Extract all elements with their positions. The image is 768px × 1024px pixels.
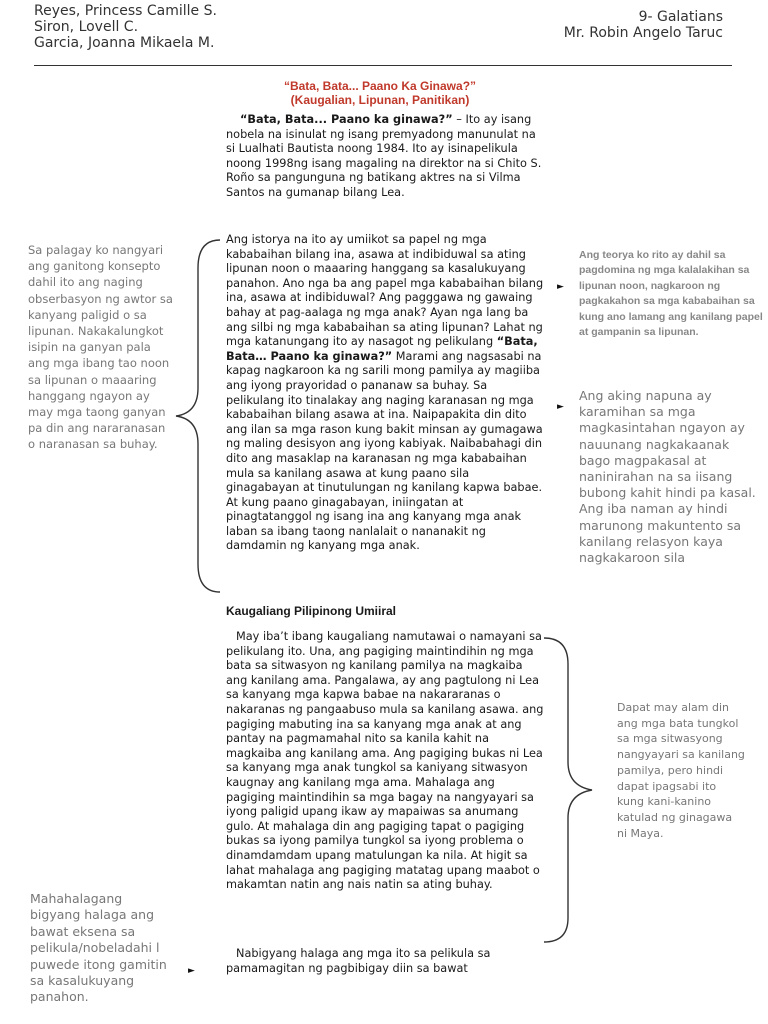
story-text: Ang istorya na ito ay umiikot sa papel ng mga kababaihan bilang ina, asawa at indibiduwal sa ating lipunan noon o maaaring hanggang sa kasalukuyang panahon. Ano nga ba ang papel mga kababaihan bilang ina, asawa at indibiduwal? Ang pagggawa ng gawaing bahay at pag-aalaga ng mga anak? Ayan nga lang ba ang silbi ng mga kababaihan sa ating lipunan? Lahat ng mga katanungang ito ay nasagot ng pelikulang bbox=[226, 233, 544, 349]
author-name: Reyes, Princess Camille S. bbox=[34, 3, 217, 19]
right-comment-lower: Dapat may alam din ang mga bata tungkol sa mga sitwasyong nangyayari sa kanilang pamilya, pero hindi dapat ipagsabi ito kung kani-kanino katulad ng ginagawa ni Maya. bbox=[617, 701, 745, 840]
class-info bbox=[564, 9, 723, 41]
left-brace-icon bbox=[168, 238, 228, 598]
right-comment-top: Ang teorya ko rito ay dahil sa pagdomina ng mga kalalakihan sa lipunan noon, nagkaroon ng pagkakahon sa mga kababaihan sa kung ano lamang ang kanilang papel at gampanin sa lipunan. bbox=[579, 249, 763, 339]
section-name: 9- Galatians bbox=[638, 9, 723, 25]
author-list bbox=[34, 3, 217, 51]
title-line: “Bata, Bata... Paano Ka Ginawa?” bbox=[283, 79, 477, 93]
paragraph-story bbox=[226, 233, 544, 554]
header-divider bbox=[34, 65, 732, 66]
arrow-right-icon: ► bbox=[188, 966, 195, 976]
section-heading: Kaugaliang Pilipinong Umiiral bbox=[226, 604, 397, 618]
subtitle-line: (Kaugalian, Lipunan, Panitikan) bbox=[290, 93, 470, 107]
paragraph-emphasis: Nabigyang halaga ang mga ito sa pelikula sa pamamagitan ng pagbibigay diin sa bawat bbox=[226, 947, 491, 975]
film-title-bold: “Bata, Bata… Paano ka ginawa?” bbox=[226, 335, 538, 363]
right-brace-icon bbox=[540, 636, 600, 946]
left-comment-top: Sa palagay ko nangyari ang ganitong konsepto dahil ito ang naging obserbasyon ng awtor sa kanyang paligid o sa lipunan. Nakakalungkot isipin na ganyan pala ang mga ibang tao noon sa lipunan o maaaring hanggang ngayon ay may mga taong ganyan pa din ang nararanasan o naranasan sa buhay. bbox=[28, 243, 173, 452]
author-name: Siron, Lovell C. bbox=[34, 19, 139, 35]
paragraph-values: May iba’t ibang kaugaliang namutawai o namayani sa pelikulang ito. Una, ang pagiging maintindihin ng mga bata sa sitwasyon ng kanilang pamilya na magkaiba ang kanilang ama. Pangalawa, ay ang pagtulong ni Lea sa kanyang mga kapwa babae na nakararanas o nakaranas ng pangaabuso mula sa kanilang asawa. ang pagiging mabuting ina sa kanyang mga anak at ang pantay na pagmamahal nito sa kanila kahit na magkaiba ang kanilang ama. Ang pagiging bukas ni Lea sa kanyang mga anak tungkol sa kaniyang sitwasyon kaugnay ang kanilang mga ama. Mahalaga ang pagiging maintindihin sa mga bagay na nangyayari sa iyong paligid upang ikaw ay mapaiwas sa anumang gulo. At mahalaga din ang pagiging tapat o pagiging bukas sa iyong pamilya tungkol sa iyong problema o dinamdamdam upang matulungan ka nila. At higit sa lahat mahalaga ang pagiging matatag upang maabot o makamtan natin ang nais natin sa ating buhay. bbox=[226, 630, 544, 892]
intro-text: – Ito ay isang nobela na isinulat ng isang premyadong manunulat na si Lualhati Bautista noong 1984. Ito ay isinapelikula noong 1998ng isang magaling na direktor na si Chito S. Roño sa pangunguna ng batikang aktres na si Vilma Santos na gumanap bilang Lea. bbox=[226, 113, 542, 199]
arrow-right-icon: ► bbox=[557, 282, 564, 292]
left-comment-bottom: Mahahalagang bigyang halaga ang bawat eksena sa pelikula/nobeladahi l puwede itong gamitin sa kasalukuyang panahon. bbox=[30, 891, 167, 1005]
story-text-continued: Marami ang nagsasabi na kapag nagkaroon ka ng sarili mong pamilya ay magiiba ang iyong prayoridad o pananaw sa buhay. Sa pelikulang ito tinalakay ang naging karanasan ng mga kababaihan bilang asawa at ina. Naipapakita din dito ang ilan sa mga rason kung bakit minsan ay gumagawa ng maling desisyon ang iyong kabiyak. Naibabahagi din dito ang masaklap na karanasan ng mga kababaihan mula sa kanilang asawa at kung paano sila ginagabayan at tinutulungan ng kanilang kapwa babae. At kung paano ginagabayan, iniingatan at pinagtatanggol ng isang ina ang kanyang mga anak laban sa ibang taong nanlalait o nananakit ng damdamin ng kanyang mga anak. bbox=[226, 349, 543, 553]
novel-title-bold: “Bata, Bata... Paano ka ginawa?” bbox=[240, 113, 453, 126]
author-name: Garcia, Joanna Mikaela M. bbox=[34, 35, 215, 51]
document-title bbox=[180, 79, 580, 107]
teacher-name: Mr. Robin Angelo Taruc bbox=[563, 25, 723, 41]
paragraph-intro bbox=[226, 113, 544, 201]
arrow-right-icon: ► bbox=[557, 402, 564, 412]
right-comment-middle: Ang aking napuna ay karamihan sa mga magkasintahan ngayon ay nauunang nagkakaanak bago magpakasal at naninirahan na sa iisang bubong kahit hindi pa kasal. Ang iba naman ay hindi marunong makuntento sa kanilang relasyon kaya nagkakaroon sila bbox=[579, 388, 756, 566]
